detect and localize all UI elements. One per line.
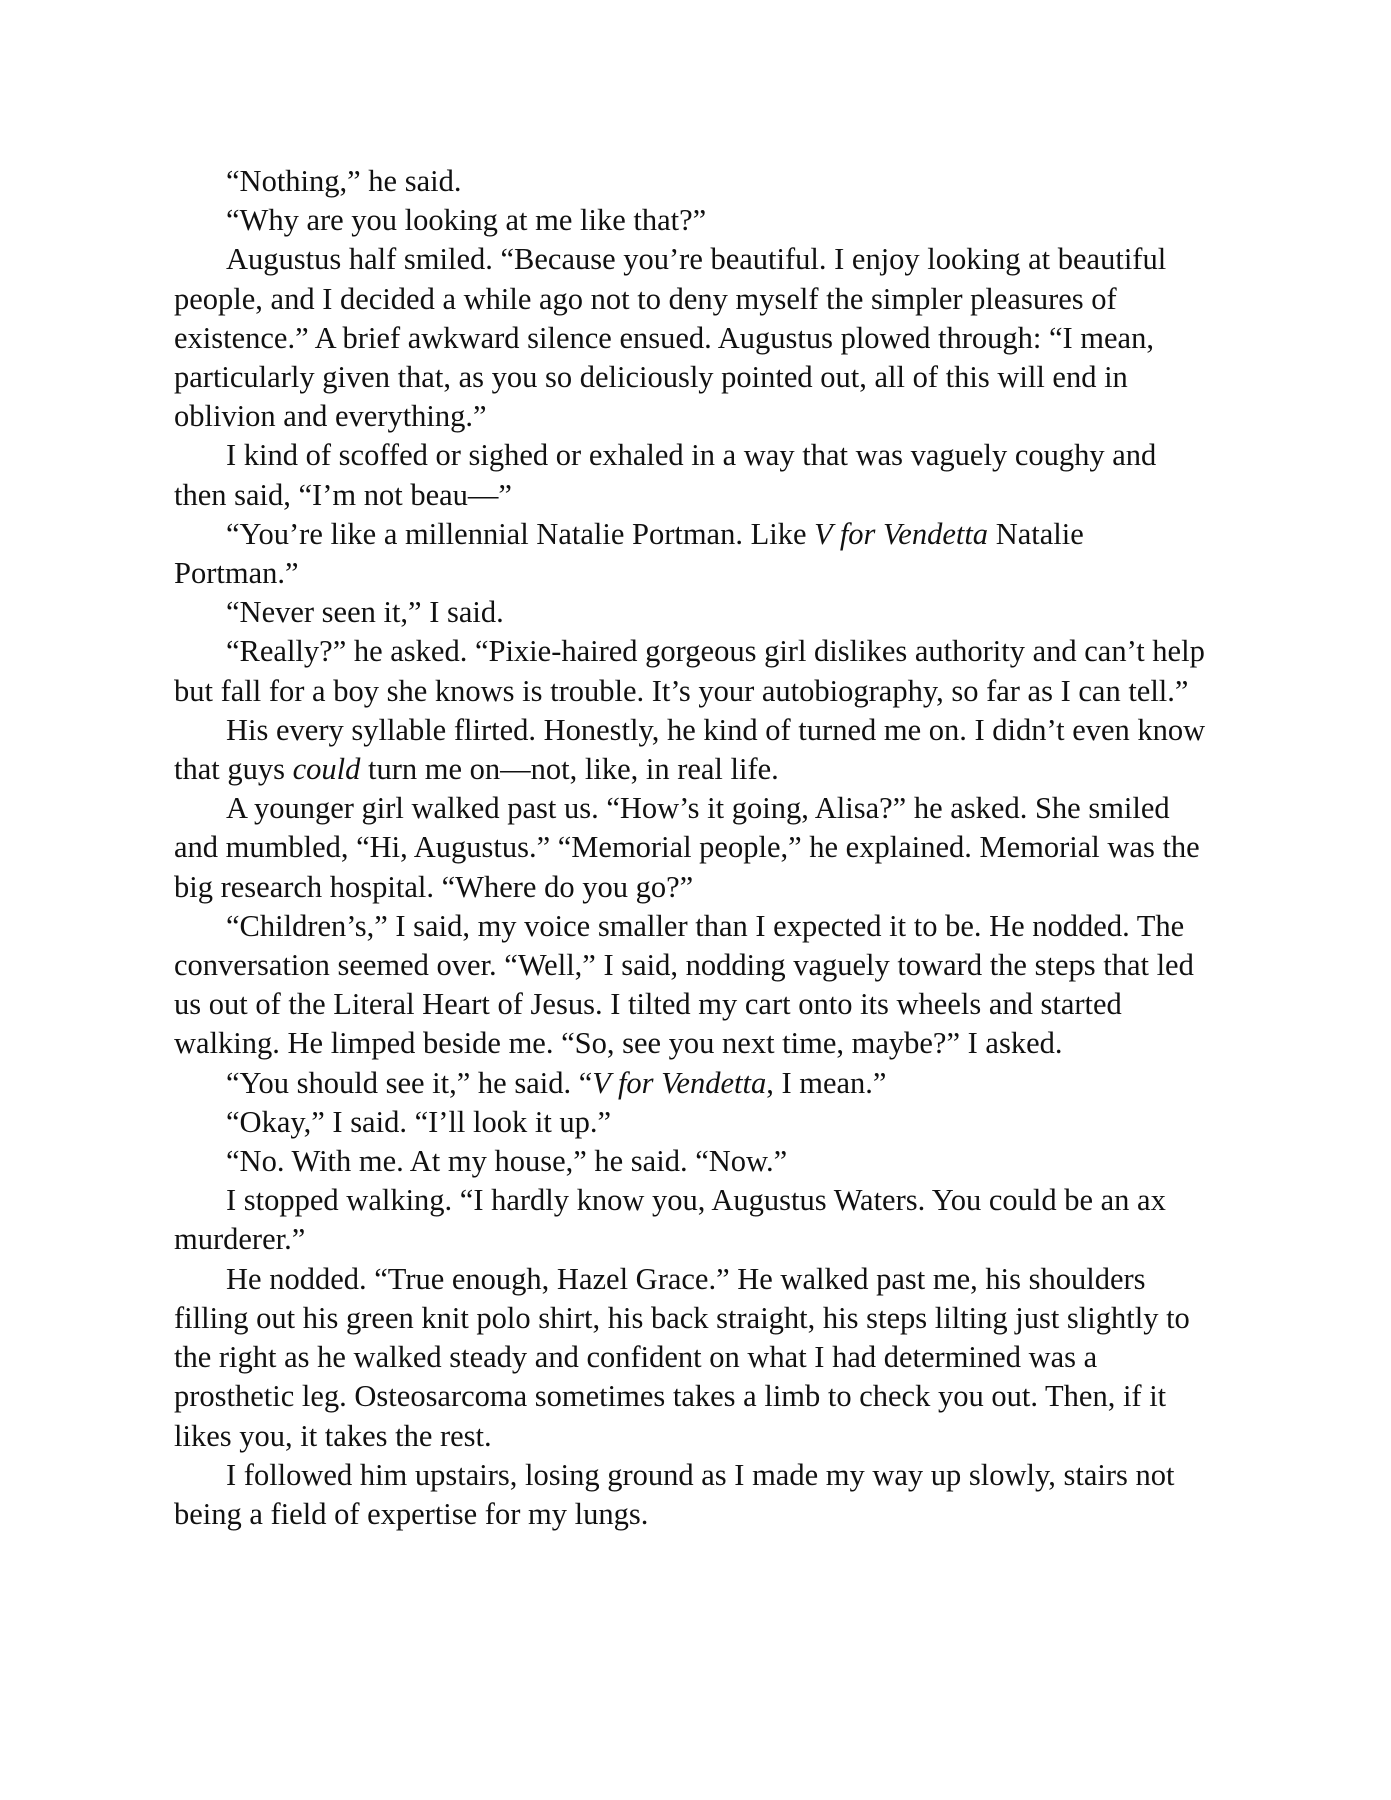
italic-text-segment: could xyxy=(292,752,361,787)
paragraph xyxy=(174,1064,1214,1103)
text-segment: turn me on—not, like, in real life. xyxy=(360,752,779,787)
text-segment: A younger girl walked past us. “How’s it going, Alisa?” he asked. She smiled and mumbled, “Hi, Augustus.” “Memorial people,” he explained. Memorial was the big research hospital. “Where do you go?” xyxy=(174,791,1200,904)
paragraph xyxy=(174,907,1214,1064)
text-segment: , I mean.” xyxy=(766,1065,887,1100)
paragraph xyxy=(174,201,1214,240)
paragraph xyxy=(174,515,1214,593)
paragraph xyxy=(174,789,1214,907)
paragraph xyxy=(174,1103,1214,1142)
paragraph xyxy=(174,711,1214,789)
text-segment: “Why are you looking at me like that?” xyxy=(226,203,707,238)
text-segment: His every syllable flirted. Honestly, he kind of turned me on. I didn’t even know that guys xyxy=(174,712,1206,787)
paragraph xyxy=(174,240,1214,436)
text-segment: “Okay,” I said. “I’ll look it up.” xyxy=(226,1104,612,1139)
text-segment: I followed him upstairs, losing ground as I made my way up slowly, stairs not being a field of expertise for my lungs. xyxy=(174,1457,1175,1531)
paragraph xyxy=(174,1142,1214,1181)
text-segment: “Never seen it,” I said. xyxy=(226,595,504,630)
text-segment: He nodded. “True enough, Hazel Grace.” He walked past me, his shoulders filling out his green knit polo shirt, his back straight, his steps lilting just slightly to the right as he walked steady and confident on what I had determined was a prosthetic leg. Osteosarcoma sometimes takes a limb to check you out. Then, if it likes you, it takes the rest. xyxy=(174,1261,1190,1453)
italic-text-segment: V for Vendetta xyxy=(814,516,989,551)
text-segment: Natalie Portman.” xyxy=(174,516,1084,591)
paragraph xyxy=(174,593,1214,632)
text-segment: Augustus half smiled. “Because you’re beautiful. I enjoy looking at beautiful people, and I decided a while ago not to deny myself the simpler pleasures of existence.” A brief awkward silence ensued. Augustus plowed through: “I mean, particularly given that, as you so deliciously pointed out, all of this will end in oblivion and everything.” xyxy=(174,242,1167,434)
text-segment: “Nothing,” he said. xyxy=(226,164,462,198)
paragraph xyxy=(174,632,1214,710)
text-segment: “You’re like a millennial Natalie Portman. Like xyxy=(226,516,815,551)
paragraph xyxy=(174,1260,1214,1456)
paragraph xyxy=(174,436,1214,514)
text-segment: I kind of scoffed or sighed or exhaled in a way that was vaguely coughy and then said, “I’m not beau—” xyxy=(174,438,1157,512)
text-segment: “Really?” he asked. “Pixie-haired gorgeous girl dislikes authority and can’t help but fall for a boy she knows is trouble. It’s your autobiography, so far as I can tell.” xyxy=(174,634,1205,708)
paragraph xyxy=(174,162,1214,201)
paragraph xyxy=(174,1181,1214,1259)
text-segment: I stopped walking. “I hardly know you, Augustus Waters. You could be an ax murderer.” xyxy=(174,1183,1166,1257)
italic-text-segment: V for Vendetta xyxy=(592,1065,767,1100)
text-segment: “No. With me. At my house,” he said. “Now.” xyxy=(226,1144,788,1179)
body-text xyxy=(174,162,1214,1534)
text-segment: “Children’s,” I said, my voice smaller than I expected it to be. He nodded. The conversation seemed over. “Well,” I said, nodding vaguely toward the steps that led us out of the Literal Heart of Jesus. I tilted my cart onto its wheels and started walking. He limped beside me. “So, see you next time, maybe?” I asked. xyxy=(174,908,1194,1061)
paragraph xyxy=(174,1456,1214,1534)
text-segment: “You should see it,” he said. “ xyxy=(226,1065,593,1100)
